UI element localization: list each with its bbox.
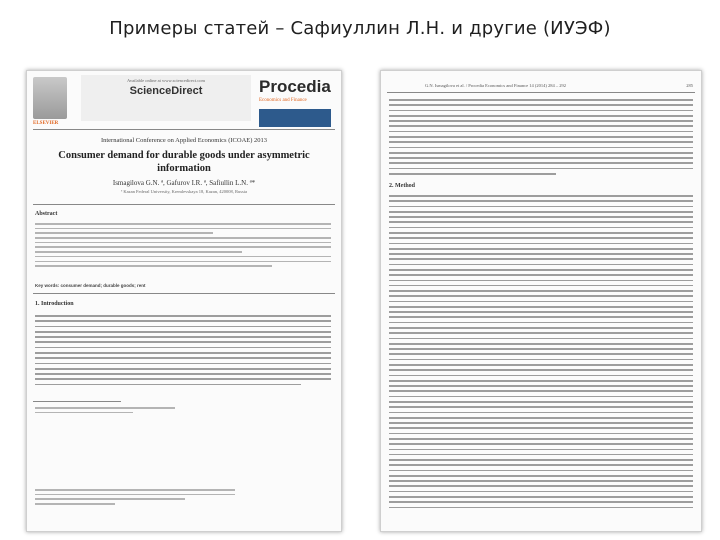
header-divider: [33, 129, 335, 130]
article-affiliation: ª Kazan Federal University, Kremlevskaya 18, Kazan, 420008, Russia: [121, 189, 247, 194]
elsevier-wordmark: ELSEVIER: [33, 121, 59, 126]
article-second-page: [380, 70, 702, 532]
procedia-subtitle: Economics and Finance: [259, 98, 307, 103]
running-head-divider: [387, 92, 695, 93]
sciencedirect-logo: ScienceDirect: [129, 85, 203, 97]
slide-title: Примеры статей – Сафиуллин Л.Н. и другие (ИУЭФ): [109, 18, 611, 39]
footnote-divider: [33, 401, 121, 402]
abstract-heading: Abstract: [35, 211, 58, 217]
abstract-divider: [33, 204, 335, 205]
keywords-divider: [33, 293, 335, 294]
journal-header: [27, 71, 341, 131]
journal-cover-image: [259, 109, 331, 127]
article-authors: Ismagilova G.N. ª, Gafurov I.R. ª, Safiullin L.N. ª*: [112, 179, 256, 187]
article-title: Consumer demand for durable goods under asymmetric information: [58, 150, 310, 174]
journal-header-box: [81, 75, 251, 121]
elsevier-tree-logo-icon: [33, 77, 67, 119]
available-online-text: Available online at www.sciencedirect.com: [127, 78, 205, 83]
keywords-line: Key words: consumer demand; durable goods; rent: [35, 283, 146, 288]
page-number: 285: [686, 83, 693, 88]
conference-line: International Conference on Applied Economics (ICOAE) 2013: [100, 137, 268, 144]
copyright-block: [35, 489, 235, 508]
body-text-block-1: [389, 99, 693, 178]
footnote-block: [35, 407, 175, 416]
procedia-logo: Procedia: [259, 77, 331, 96]
introduction-text-block: [35, 315, 331, 389]
body-text-block-2: [389, 195, 693, 512]
introduction-heading: 1. Introduction: [35, 301, 74, 307]
method-heading: 2. Method: [389, 183, 415, 189]
abstract-text-block: [35, 223, 331, 270]
article-first-page: [26, 70, 342, 532]
running-head: G.N. Ismagilova et al. / Procedia Economics and Finance 14 (2014) 284 – 292: [425, 83, 566, 88]
